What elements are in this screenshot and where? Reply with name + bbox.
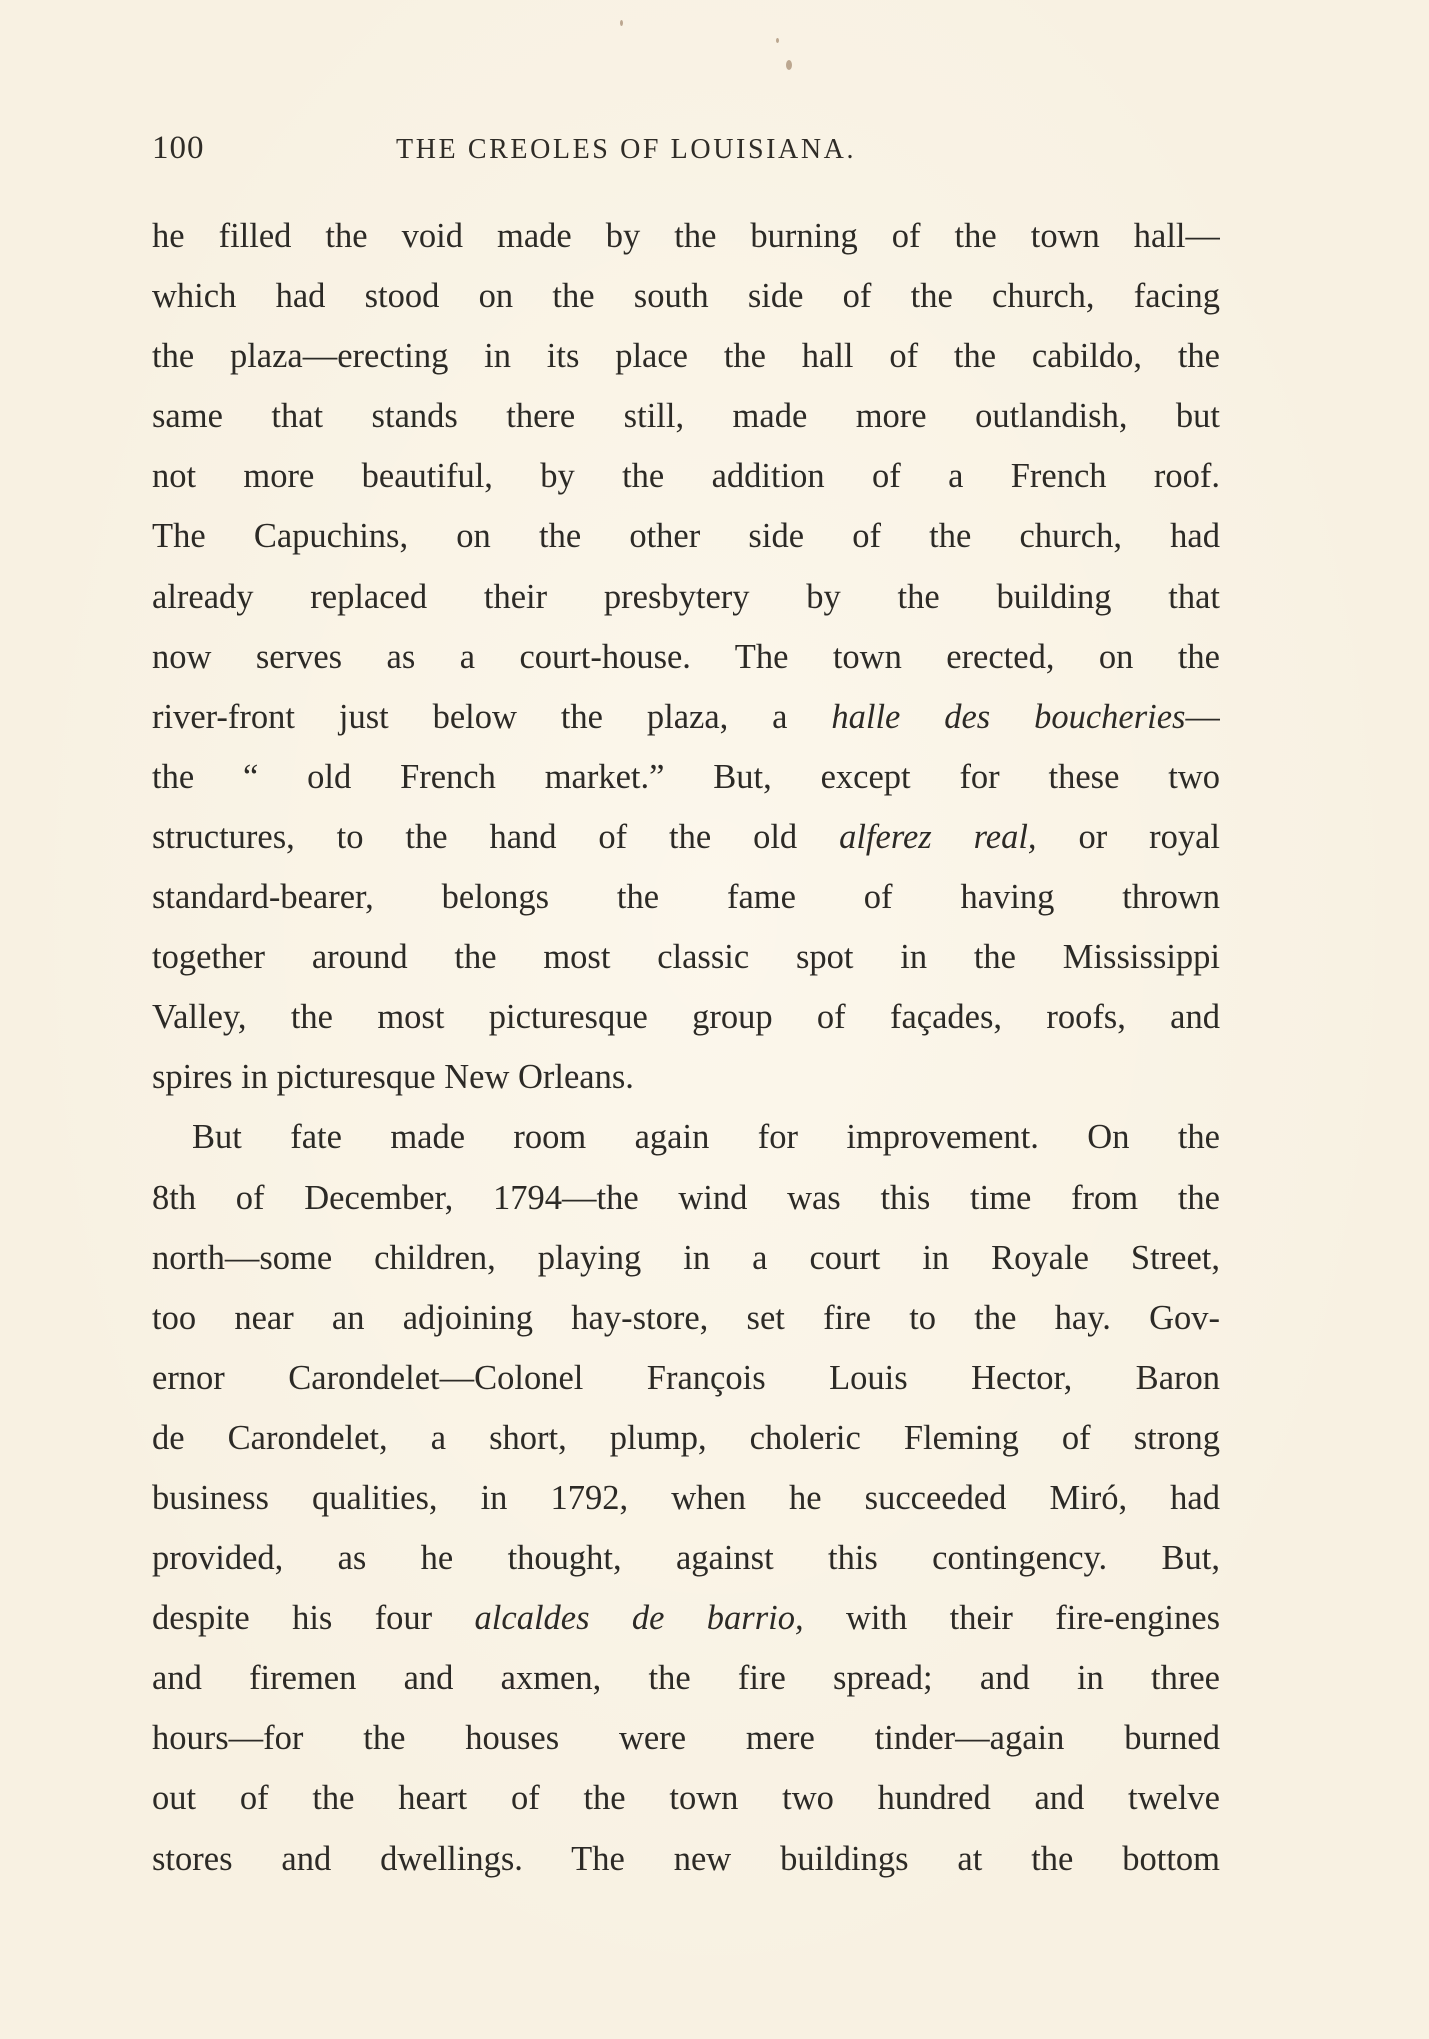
text-segment: despite his four	[152, 1599, 475, 1638]
text-line: the “ old French market.” But, except for these two	[152, 757, 1220, 796]
running-head	[152, 130, 1220, 178]
text-line: standard-bearer, belongs the fame of having thrown	[152, 878, 1220, 917]
text-line: ernor Carondelet—Colonel François Louis Hector, Baron	[152, 1358, 1220, 1397]
text-line: too near an adjoining hay-store, set fire to the hay. Gov-	[152, 1298, 1220, 1337]
running-title: THE CREOLES OF LOUISIANA.	[396, 134, 857, 165]
text-line: business qualities, in 1792, when he succeeded Miró, had	[152, 1478, 1220, 1517]
text-line	[152, 807, 1220, 867]
text-segment: structures, to the hand of the old	[152, 817, 840, 856]
text-line: not more beautiful, by the addition of a French roof.	[152, 457, 1220, 496]
text-line	[152, 687, 1220, 747]
text-line: 8th of December, 1794—the wind was this time from the	[152, 1178, 1220, 1217]
text-line: The Capuchins, on the other side of the church, had	[152, 517, 1220, 556]
text-line	[152, 1588, 1220, 1648]
text-line: hours—for the houses were mere tinder—again burned	[152, 1719, 1220, 1758]
text-line: which had stood on the south side of the church, facing	[152, 277, 1220, 316]
ink-speck	[620, 20, 623, 26]
text-line: same that stands there still, made more outlandish, but	[152, 397, 1220, 436]
text-line: out of the heart of the town two hundred and twelve	[152, 1779, 1220, 1818]
text-line: de Carondelet, a short, plump, choleric Fleming of strong	[152, 1418, 1220, 1457]
text-segment: with their fire-engines	[803, 1599, 1220, 1638]
text-line: already replaced their presbytery by the building that	[152, 577, 1220, 616]
text-line: stores and dwellings. The new buildings at the bottom	[152, 1839, 1220, 1878]
text-line: the plaza—erecting in its place the hall of the cabildo, the	[152, 337, 1220, 376]
text-line: provided, as he thought, against this contingency. But,	[152, 1539, 1220, 1578]
text-line: he filled the void made by the burning of the town hall—	[152, 217, 1220, 255]
body-text	[152, 206, 1220, 1889]
text-segment: river-front just below the plaza, a	[152, 697, 832, 736]
ink-speck	[786, 60, 792, 70]
ink-speck	[776, 38, 779, 43]
text-line: spires in picturesque New Orleans.	[152, 1058, 634, 1097]
paragraph-start-line: But fate made room again for improvement. On the	[192, 1118, 1220, 1157]
text-line: Valley, the most picturesque group of façades, roofs, and	[152, 998, 1220, 1037]
italic-term: alcaldes de barrio,	[474, 1599, 804, 1638]
page-number: 100	[152, 130, 205, 166]
italic-term: alferez real,	[839, 817, 1037, 856]
text-line: and firemen and axmen, the fire spread; and in three	[152, 1659, 1220, 1698]
text-segment: —	[1185, 697, 1220, 736]
italic-term: halle des boucheries	[831, 697, 1186, 736]
text-segment: or royal	[1036, 817, 1220, 856]
text-line: north—some children, playing in a court in Royale Street,	[152, 1238, 1220, 1277]
text-line: together around the most classic spot in the Mississippi	[152, 938, 1220, 977]
text-line: now serves as a court-house. The town erected, on the	[152, 637, 1220, 676]
